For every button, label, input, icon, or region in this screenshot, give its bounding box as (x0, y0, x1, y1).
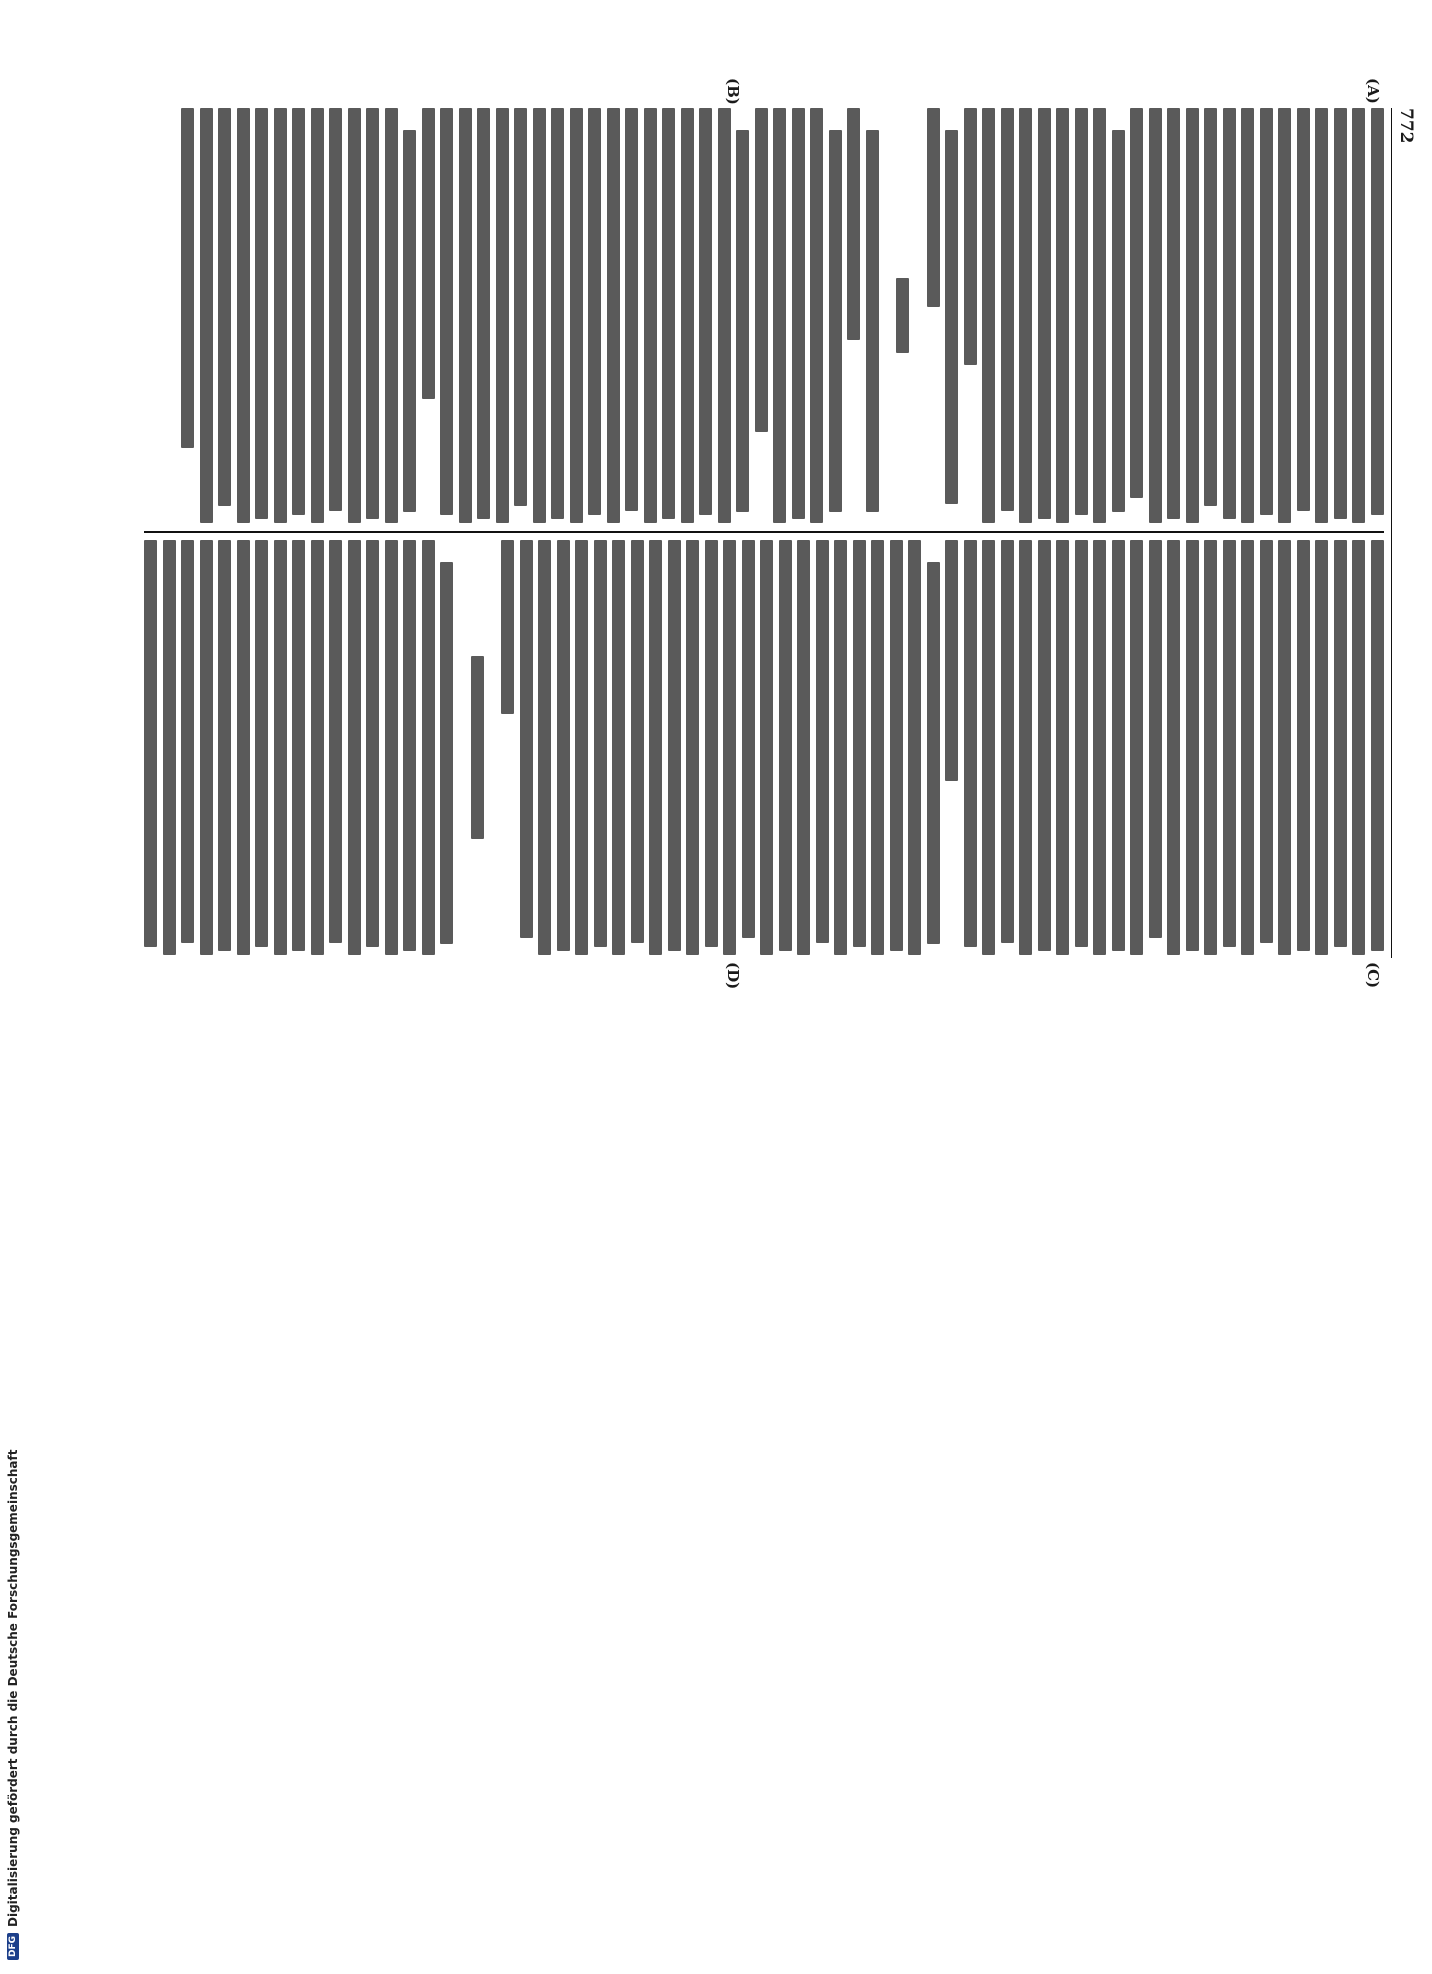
margin-marker-d: (D) (724, 962, 742, 990)
page-number: 772 (1396, 108, 1416, 144)
digitization-credit (0, 528, 26, 1974)
dfg-logo-icon: DFG (7, 1933, 19, 1960)
text-column-right (144, 540, 1384, 955)
margin-marker-a: (A) (1364, 78, 1382, 104)
margin-marker-c: (C) (1364, 962, 1382, 989)
page-header (1391, 108, 1420, 958)
column-divider (144, 531, 1384, 533)
text-column-left (144, 108, 1384, 523)
digitization-credit-text: Digitalisierung gefördert durch die Deutsche Forschungsgemeinschaft (6, 1449, 20, 1927)
margin-marker-b: (B) (724, 78, 742, 105)
